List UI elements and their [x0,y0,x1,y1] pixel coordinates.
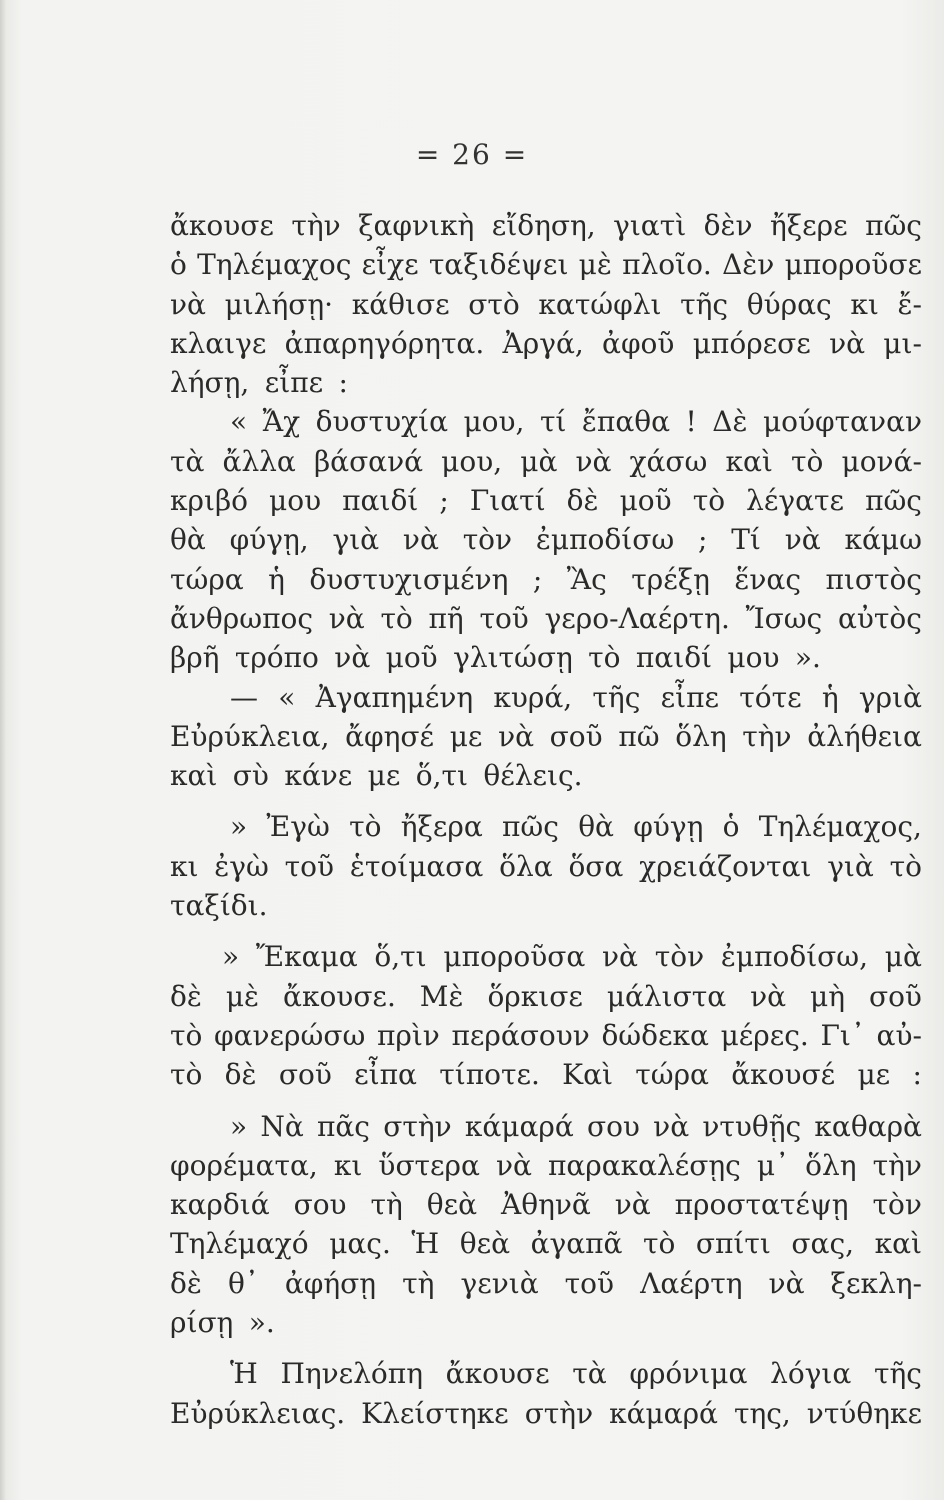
word: μποροῦσε [784,248,922,282]
word: κι [170,849,199,883]
word: ἀφήσῃ [284,1266,377,1300]
word: κι [333,1148,363,1182]
word: τὴν [291,209,341,242]
text-line [170,717,922,756]
word: ». [248,1306,275,1340]
word: σοῦ [868,979,922,1013]
word: » [230,810,248,844]
word: τοῦ [284,849,335,883]
text-line [170,560,922,599]
word: : [912,1058,922,1092]
word: τὸ [170,1018,203,1052]
word: κάθισε [351,287,450,321]
word: πᾶς [317,1109,370,1143]
word: » [230,1109,248,1143]
word: στὴν [383,1109,452,1143]
word: ἔ- [897,287,922,321]
word: ; [532,562,543,596]
word: δὲ [224,1058,257,1092]
word: κι [850,287,879,321]
word: φορέματα, [170,1148,318,1182]
word: εἴδηση, [491,209,596,242]
word: δὲ [566,484,599,518]
word: τὸ [349,810,382,844]
word: φύγῃ, [229,523,309,557]
word: ὕστερα [378,1148,480,1182]
word: αὐτὸς [837,601,922,635]
word: τὴν [742,719,792,753]
word: με [367,759,401,793]
word: με [449,719,483,753]
word: μι- [883,326,922,360]
word: γιὰ [332,523,380,557]
word: μονά- [841,444,922,478]
word: γερο-Λαέρτη. [544,601,730,635]
word: Ἀθηνᾶ [500,1188,591,1222]
word: καρδιά [170,1188,270,1222]
word: λέγατε [746,484,845,518]
word: Εὐρύκλεια, [170,719,330,753]
word: θεὰ [426,1188,478,1222]
text-line [170,1394,922,1433]
word: ὅλη [805,1148,857,1182]
word: κάμω [844,523,922,557]
word: Λαέρτη [640,1266,743,1300]
word: πῆ [428,601,464,635]
word: τοῦ [479,601,529,635]
word: τὸν [872,1188,922,1222]
word: βάσανά [313,444,424,478]
word: νὰ [768,1266,805,1300]
word: δὲ [170,1266,202,1300]
word: σας, [791,1227,855,1261]
word: Ἔκαμα [255,940,358,974]
word: τὴ [402,1266,435,1300]
word: Τηλέμαχος, [758,810,922,844]
text-line [170,1354,922,1393]
word: Ἐγὼ [266,810,330,844]
word: Γιατί [469,484,546,518]
text-line [170,1146,922,1185]
text-line [170,847,922,886]
word: ἤξερε [769,209,848,242]
word: Πηνελόπη [280,1357,423,1391]
text-line [170,1224,922,1263]
word: ἤξερα [400,810,483,844]
word: παιδί [635,641,713,675]
word: Κλείστηκε [361,1396,509,1430]
word: νὰ [829,326,865,360]
word: ταξιδέψει [428,248,569,282]
word: μὴ [810,979,845,1013]
word: νὰ [784,523,821,557]
text-line [170,937,922,976]
text-line [170,1107,922,1146]
word: περάσουν [451,1018,590,1052]
word: τὸν [654,940,705,974]
word: εἶπα [354,1058,417,1092]
word: γλιτώσῃ [453,641,573,675]
word: Ἡ [230,1357,258,1391]
word: τὸ [588,641,621,675]
word: μποροῦσα [443,940,586,974]
word: πλοῖο. [622,248,712,282]
word: ἔπαθα [581,405,670,439]
word: μούφταναν [762,405,922,439]
text-line [170,599,922,638]
word: τὸ [643,1227,676,1261]
word: πῶ [618,719,660,753]
word: ! [685,405,697,439]
word: δώδεκα [601,1018,709,1052]
word: νὰ [170,287,206,321]
text-line [170,977,922,1016]
word: » [222,940,240,974]
word: μοῦ [619,484,672,518]
word: πῶς [865,484,922,518]
word: μ᾿ [756,1148,790,1182]
word: προστατέψῃ [674,1188,849,1222]
word: ἐγὼ [214,849,269,883]
word: της, [733,1396,791,1430]
word: τίποτε. [439,1058,540,1092]
text-line [170,1185,922,1224]
word: με [857,1058,891,1092]
word: ἄκουσε. [283,979,396,1013]
word: εἶχε [361,248,419,282]
word: — [230,680,258,714]
word: τὸ [791,444,824,478]
word: τῆς [592,680,641,714]
word: γιὰ [827,849,874,883]
word: σὺ [232,759,269,793]
word: κατώφλι [538,287,662,321]
word: ὅσα [568,849,624,883]
word: νὰ [602,940,638,974]
word: ἡ [821,680,839,714]
body-text [170,206,922,1433]
word: τὸ [380,601,413,635]
word: σου [586,1109,640,1143]
word: μάλιστα [606,979,727,1013]
word: ἡ [268,562,285,596]
word: τρέξῃ [631,562,710,596]
word: θὰ [170,523,206,557]
word: νὰ [334,641,371,675]
word: ἀπαρηγόρητα. [284,326,485,360]
word: αὐ- [876,1018,922,1052]
text-line [170,481,922,520]
word: θ᾿ [227,1266,259,1300]
word: ὅρκισε [487,979,583,1013]
word: Τηλέμαχος [197,248,352,282]
word: σπίτι [695,1227,771,1261]
word: φύγῃ [633,810,704,844]
word: Ἄχ [262,405,301,439]
word: τὸ [170,1058,203,1092]
word: ὁ [722,810,740,844]
text-line [170,363,922,402]
word: μου [269,484,322,518]
word: καὶ [725,444,773,478]
word: γενιὰ [460,1266,539,1300]
word: ἄκουσέ [731,1058,836,1092]
word: σοῦ [549,719,603,753]
word: καὶ [170,759,218,793]
word: ἄκουσε [445,1357,550,1391]
word: ὅ,τι [374,940,427,974]
word: σου [293,1188,347,1222]
text-line [170,807,922,846]
word: μου [727,641,780,675]
word: : [338,366,348,400]
word: παρακαλέσῃς [547,1148,741,1182]
word: ξεκλη- [830,1266,922,1300]
word: φανερώσω [214,1018,366,1052]
word: ρίσῃ [170,1306,234,1340]
word: ντύθηκε [806,1396,922,1430]
word: ντυθῇς [702,1109,802,1143]
word: Τί [731,523,761,557]
word: μου, [463,405,525,439]
word: θέλεις. [483,759,583,793]
text-line [170,1055,922,1094]
word: γιατὶ [613,209,687,242]
word: ὅλα [499,849,553,883]
word: παιδί [342,484,419,518]
word: τῆς [874,1357,922,1391]
word: πῶς [502,810,559,844]
word: τί [539,405,567,439]
word: λήσῃ, [170,366,250,400]
word: Καὶ [562,1058,613,1092]
word: μας. [329,1227,391,1261]
word: Ἂς [566,562,607,596]
word: ; [439,484,449,518]
word: νὰ [495,1148,532,1182]
word: κλαιγε [170,326,267,360]
word: μὰ [884,940,922,974]
text-line [170,756,922,795]
word: κριβό [170,484,248,518]
word: καθαρὰ [814,1109,922,1143]
word: μὲ [225,979,260,1013]
text-line [170,520,922,559]
word: Νὰ [260,1109,304,1143]
word: Δὲν [722,248,775,282]
word: ξαφνικὴ [358,209,475,242]
word: μέρες. [720,1018,809,1052]
word: μιλήσῃ· [224,287,334,321]
word: νὰ [653,1109,690,1143]
word: βρῆ [170,641,220,675]
word: Ἀγαπημένη [315,680,474,714]
word: πῶς [865,209,922,242]
word: ἄφησέ [345,719,435,753]
word: τώρα [635,1058,709,1092]
word: ταξίδι. [170,889,268,923]
word: μου, [441,444,503,478]
word: χάσω [629,444,708,478]
text-line [170,1303,922,1342]
word: εἶπε [264,366,324,400]
word: δὲ [170,979,202,1013]
word: τὸ [889,849,922,883]
word: γριὰ [858,680,922,714]
word: δυστυχία [315,405,448,439]
word: μὲ [578,248,612,282]
word: νὰ [328,601,365,635]
word: ; [697,523,708,557]
word: Γι᾿ [820,1018,865,1052]
word: νὰ [575,444,612,478]
word: « [230,405,248,439]
text-line [170,886,922,925]
word: θύρας [746,287,832,321]
word: εἶπε [660,680,720,714]
word: ἀλήθεια [807,719,922,753]
word: τὰ [170,444,205,478]
word: καὶ [874,1227,922,1261]
word: τότε [739,680,802,714]
word: νὰ [402,523,439,557]
text-line [170,402,922,441]
word: τὴ [370,1188,403,1222]
word: « [278,680,296,714]
word: Τηλέμαχό [170,1227,309,1261]
word: στὴν [524,1396,594,1430]
word: τὸν [462,523,513,557]
word: πιστὸς [825,562,922,596]
text-line [170,638,922,677]
word: Δὲ [712,405,748,439]
word: ἄνθρωπος [170,601,314,635]
word: ἐμποδίσω, [720,940,869,974]
text-line [170,678,922,717]
text-line [170,324,922,363]
word: ». [794,641,821,675]
word: ὅ,τι [415,759,468,793]
page-edge-shadow [0,0,6,1500]
word: ἀφοῦ [602,326,675,360]
text-line [170,442,922,481]
word: στὸ [468,287,520,321]
word: κάμαρά [609,1396,718,1430]
word: πρὶν [376,1018,440,1052]
word: μοῦ [385,641,438,675]
word: θὰ [578,810,614,844]
word: δὲν [703,209,753,242]
word: λόγια [770,1357,852,1391]
text-line [170,1264,922,1303]
word: ἄκουσε [170,209,274,242]
word: ἄλλα [222,444,296,478]
word: θεὰ [459,1227,511,1261]
word: ἀγαπᾶ [530,1227,623,1261]
word: νὰ [750,979,787,1013]
word: φρόνιμα [629,1357,748,1391]
word: Εὐρύκλειας. [170,1396,346,1430]
word: δυστυχισμένη [309,562,509,596]
word: τώρα [170,562,244,596]
word: κάμαρά [464,1109,574,1143]
word: κυρά, [493,680,573,714]
word: χρειάζονται [639,849,812,883]
word: τοῦ [564,1266,615,1300]
word: σοῦ [278,1058,332,1092]
word: τὰ [572,1357,607,1391]
text-line [170,1016,922,1055]
text-line [170,285,922,324]
word: Ἡ [411,1227,440,1261]
word: τῆς [680,287,729,321]
word: ἑτοίμασα [349,849,484,883]
word: Ἀργά, [502,326,584,360]
word: Μὲ [419,979,464,1013]
word: Ἴσως [745,601,823,635]
text-line [170,206,922,245]
page-number: = 26 = [415,138,529,171]
word: τὸ [692,484,726,518]
text-line [170,245,922,284]
word: ἕνας [734,562,802,596]
word: μὰ [520,444,558,478]
word: κάνε [284,759,353,793]
word: ὁ [170,248,187,282]
word: ὅλη [675,719,727,753]
word: τὴν [872,1148,922,1182]
word: ἐμποδίσω [535,523,675,557]
word: τρόπο [234,641,319,675]
word: μπόρεσε [692,326,811,360]
word: νὰ [498,719,535,753]
word: νὰ [614,1188,651,1222]
